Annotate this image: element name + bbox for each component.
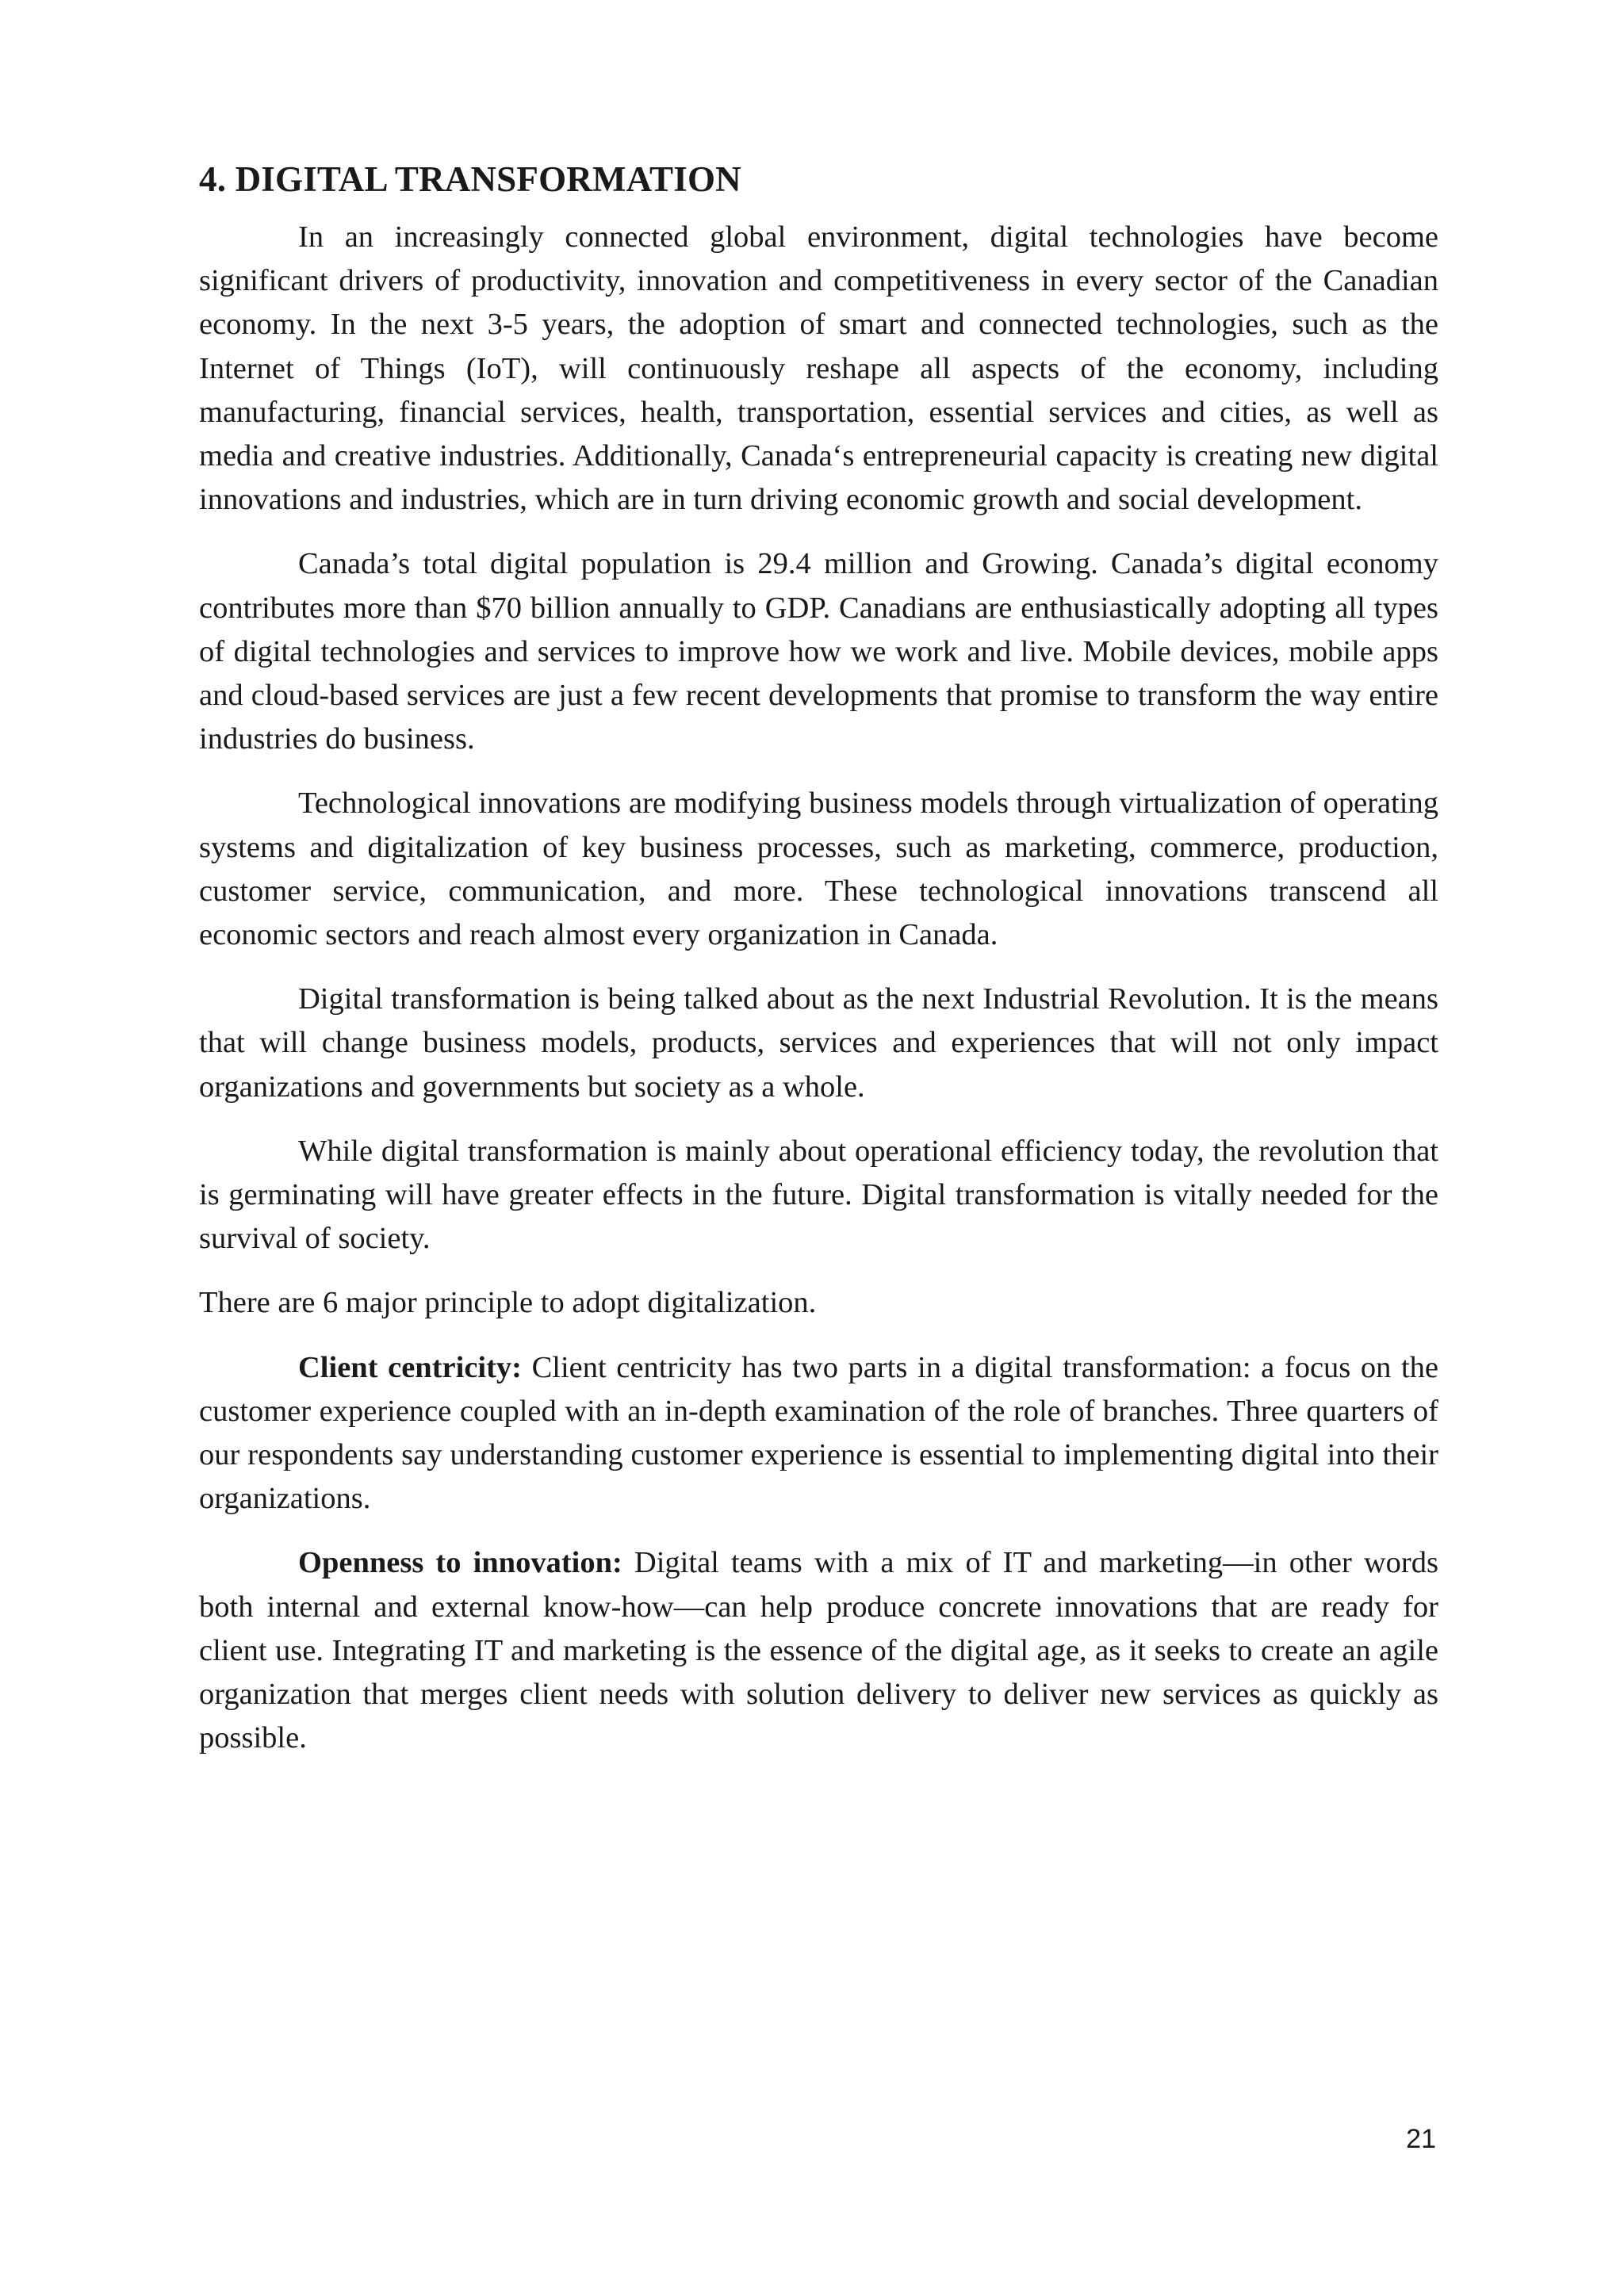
paragraph-digital-population: Canada’s total digital population is 29.4 million and Growing. Canada’s digital economy contributes more than $70 billion annually to GDP. Canadians are enthusiastically adopting all types of digital technologies and services to improve how we work and live. Mobile devices, mobile apps and cloud-based services are just a few recent developments that promise to transform the way entire industries do business. bbox=[199, 547, 1438, 756]
principles-intro: There are 6 major principle to adopt digitalization. bbox=[199, 1286, 817, 1320]
principle-text: Client centricity has two parts in a digital transformation: a focus on the customer experience coupled with an in-depth examination of the role of branches. Three quarters of our respondents say understanding customer experience is essential to implementing digital into their organizations. bbox=[199, 1350, 1438, 1516]
principle-client-centricity bbox=[199, 1346, 1438, 1521]
principle-text: Digital teams with a mix of IT and marketing—in other words both internal and external know-how—can help produce concrete innovations that are ready for client use. Integrating IT and marketing is the essence of the digital age, as it seeks to create an agile organization that merges client needs with solution delivery to deliver new services as quickly as possible. bbox=[199, 1546, 1438, 1755]
paragraph-industrial-revolution: Digital transformation is being talked about as the next Industrial Revolution. It is the means that will change business models, products, services and experiences that will not only impact organizations and governments but society as a whole. bbox=[199, 982, 1438, 1104]
principle-openness-to-innovation bbox=[199, 1541, 1438, 1760]
section-heading: 4. DIGITAL TRANSFORMATION bbox=[199, 159, 741, 199]
principle-title: Client centricity: bbox=[298, 1350, 522, 1384]
page-number: 21 bbox=[1406, 2124, 1436, 2154]
page-content bbox=[199, 155, 1438, 1781]
principle-title: Openness to innovation: bbox=[298, 1546, 622, 1580]
paragraph-operational-efficiency: While digital transformation is mainly about operational efficiency today, the revolution that is germinating will have greater effects in the future. Digital transformation is vitally needed for the survival of society. bbox=[199, 1134, 1438, 1256]
paragraph-intro: In an increasingly connected global environment, digital technologies have become significant drivers of productivity, innovation and competitiveness in every sector of the Canadian economy. In the next 3-5 years, the adoption of smart and connected technologies, such as the Internet of Things (IoT), will continuously reshape all aspects of the economy, including manufacturing, financial services, health, transportation, essential services and cities, as well as media and creative industries. Additionally, Canada‘s entrepreneurial capacity is creating new digital innovations and industries, which are in turn driving economic growth and social development. bbox=[199, 220, 1438, 517]
paragraph-technological-innovations: Technological innovations are modifying business models through virtualization of operating systems and digitalization of key business processes, such as marketing, commerce, production, customer service, communication, and more. These technological innovations transcend all economic sectors and reach almost every organization in Canada. bbox=[199, 786, 1438, 952]
